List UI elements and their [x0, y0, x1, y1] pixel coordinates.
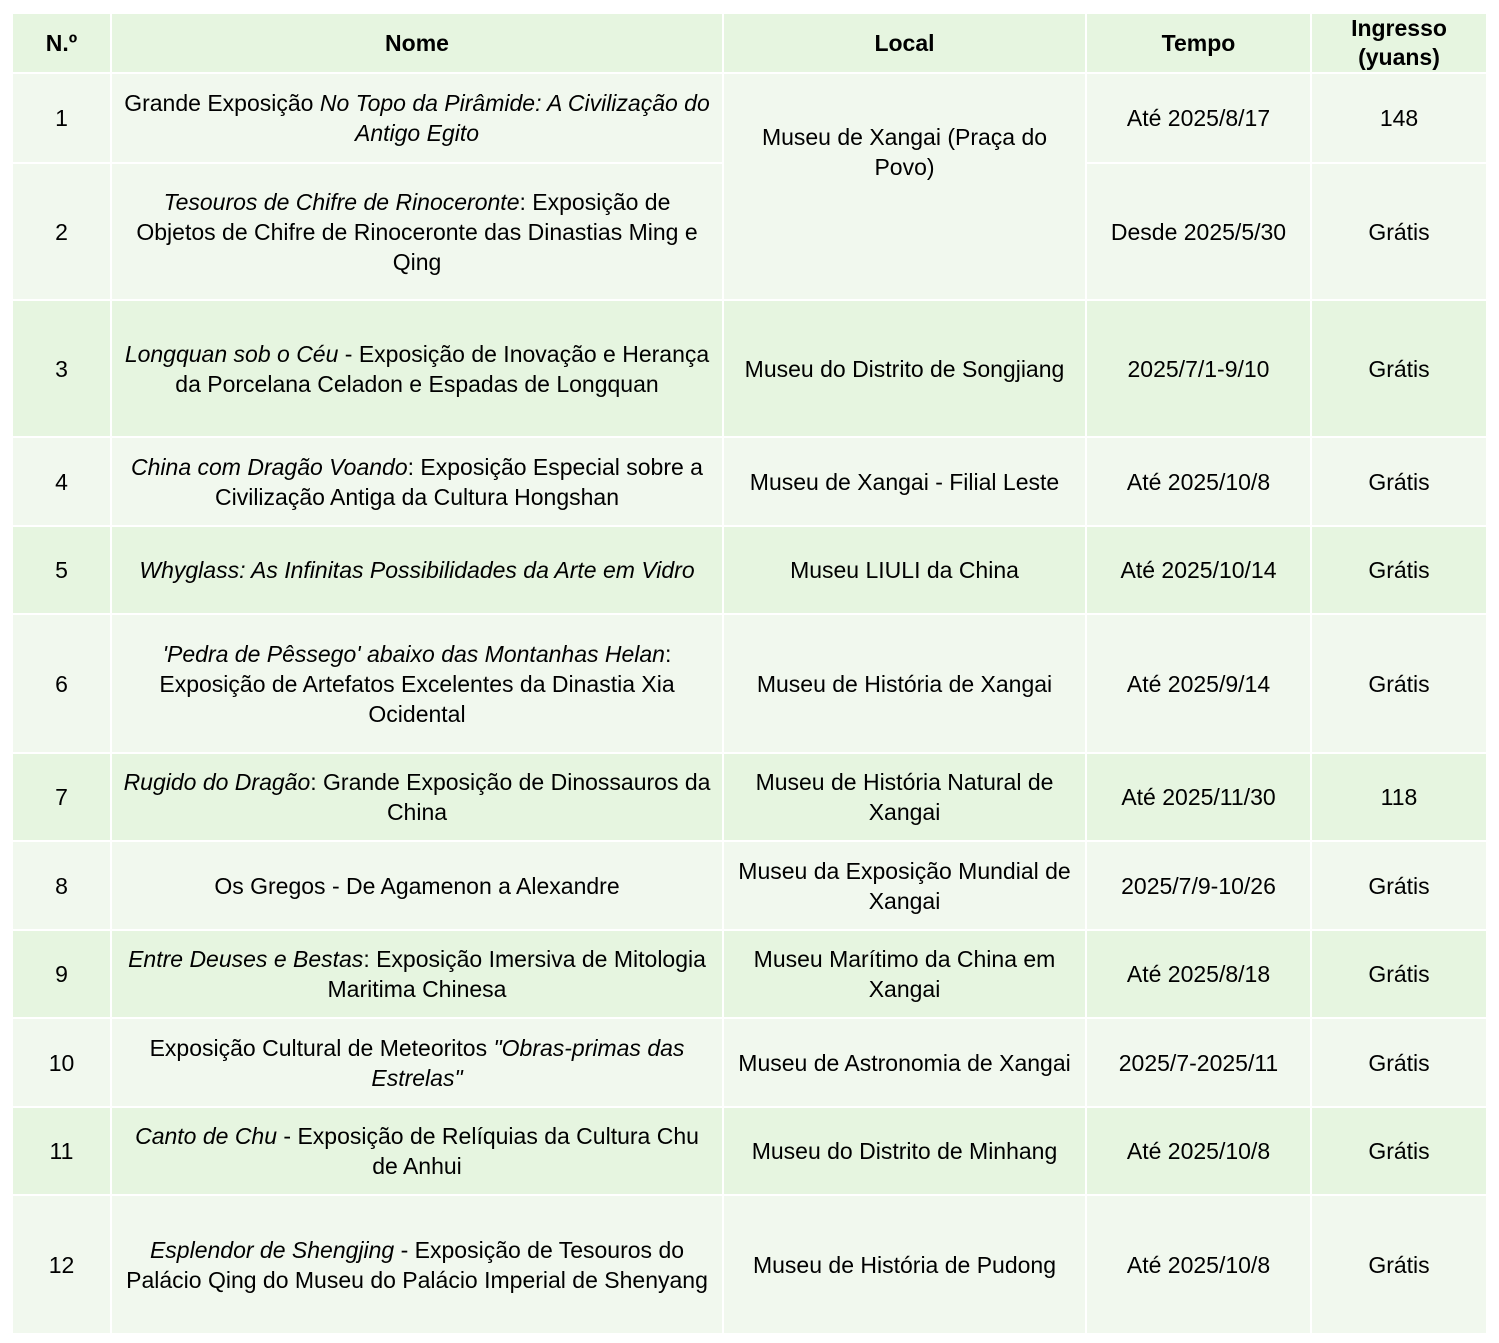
place-text: Museu de Xangai (Praça do Povo) — [761, 123, 1048, 180]
row-place: Museu do Distrito de Minhang — [723, 1107, 1086, 1195]
row-num: 8 — [12, 841, 111, 930]
row-num: 2 — [12, 163, 111, 300]
row-fee: 148 — [1311, 73, 1487, 163]
name-italic: Rugido do Dragão — [123, 769, 311, 795]
row-fee: Grátis — [1311, 1195, 1487, 1334]
table-row — [12, 841, 1487, 930]
row-num: 3 — [12, 300, 111, 437]
table-row — [12, 930, 1487, 1018]
name-italic: Tesouros de Chifre de Rinoceronte — [163, 188, 520, 215]
name-italic: Longquan sob o Céu — [124, 340, 339, 367]
row-name — [111, 163, 723, 300]
row-fee: 118 — [1311, 753, 1487, 841]
row-fee: Grátis — [1311, 300, 1487, 437]
header-time: Tempo — [1086, 13, 1311, 73]
row-num: 7 — [12, 753, 111, 841]
row-time: Desde 2025/5/30 — [1086, 163, 1311, 300]
name-plain: - Exposição de Inovação e Herança da Porcelana Celadon e Espadas de Longquan — [175, 340, 710, 397]
table-row — [12, 1018, 1487, 1107]
table-row — [12, 1195, 1487, 1334]
table-row — [12, 614, 1487, 753]
row-time: Até 2025/8/17 — [1086, 73, 1311, 163]
row-fee: Grátis — [1311, 526, 1487, 614]
row-name — [111, 1018, 723, 1107]
row-place: Museu de História de Pudong — [723, 1195, 1086, 1334]
row-fee: Grátis — [1311, 1018, 1487, 1107]
row-name — [111, 1107, 723, 1195]
table-row — [12, 300, 1487, 437]
row-place: Museu de História Natural de Xangai — [723, 753, 1086, 841]
row-fee: Grátis — [1311, 437, 1487, 526]
row-num: 1 — [12, 73, 111, 163]
row-fee: Grátis — [1311, 163, 1487, 300]
row-name — [111, 73, 723, 163]
row-name — [111, 1195, 723, 1334]
name-plain: - Exposição de Tesouros do Palácio Qing do Museu do Palácio Imperial de Shenyang — [126, 1236, 708, 1293]
row-place: Museu de História de Xangai — [723, 614, 1086, 753]
row-name — [111, 300, 723, 437]
row-time: Até 2025/8/18 — [1086, 930, 1311, 1018]
row-fee: Grátis — [1311, 841, 1487, 930]
row-name — [111, 753, 723, 841]
row-place: Museu do Distrito de Songjiang — [723, 300, 1086, 437]
row-fee: Grátis — [1311, 614, 1487, 753]
name-plain: Os Gregos - De Agamenon a Alexandre — [214, 872, 620, 899]
header-place: Local — [723, 13, 1086, 73]
exhibitions-table — [11, 12, 1488, 1335]
row-time: Até 2025/10/8 — [1086, 1107, 1311, 1195]
name-plain: : Exposição de Objetos de Chifre de Rinoceronte das Dinastias Ming e Qing — [136, 188, 698, 275]
name-plain: : Exposição Imersiva de Mitologia Maritima Chinesa — [327, 946, 706, 1002]
name-plain: : Grande Exposição de Dinossauros da China — [310, 769, 711, 825]
row-num: 9 — [12, 930, 111, 1018]
name-italic: 'Pedra de Pêssego' abaixo das Montanhas Helan — [162, 640, 665, 667]
header-num: N.º — [12, 13, 111, 73]
row-name — [111, 930, 723, 1018]
row-time: Até 2025/9/14 — [1086, 614, 1311, 753]
name-plain: : Exposição Especial sobre a Civilização Antiga da Cultura Hongshan — [214, 453, 703, 510]
row-fee: Grátis — [1311, 930, 1487, 1018]
table-row — [12, 1107, 1487, 1195]
row-place: Museu Marítimo da China em Xangai — [723, 930, 1086, 1018]
name-italic: Whyglass: As Infinitas Possibilidades da Arte em Vidro — [139, 557, 695, 583]
name-italic: Entre Deuses e Bestas — [128, 946, 364, 972]
row-name — [111, 614, 723, 753]
name-italic: No Topo da Pirâmide: A Civilização do Antigo Egito — [319, 90, 710, 146]
name-italic: "Obras-primas das Estrelas" — [371, 1034, 685, 1091]
header-name: Nome — [111, 13, 723, 73]
name-italic: Esplendor de Shengjing — [149, 1236, 395, 1263]
exhibitions-table-wrapper — [11, 12, 1488, 1335]
row-name — [111, 841, 723, 930]
row-name — [111, 437, 723, 526]
row-num: 10 — [12, 1018, 111, 1107]
name-italic: China com Dragão Voando — [131, 453, 408, 480]
row-num: 12 — [12, 1195, 111, 1334]
name-italic: Canto de Chu — [135, 1123, 278, 1149]
name-plain: : Exposição de Artefatos Excelentes da Dinastia Xia Ocidental — [159, 640, 675, 727]
row-place: Museu da Exposição Mundial de Xangai — [723, 841, 1086, 930]
row-place: Museu de Astronomia de Xangai — [723, 1018, 1086, 1107]
header-row — [12, 13, 1487, 73]
name-plain: - Exposição de Relíquias da Cultura Chu de Anhui — [277, 1123, 699, 1179]
row-time: Até 2025/10/14 — [1086, 526, 1311, 614]
row-name — [111, 526, 723, 614]
header-fee: Ingresso (yuans) — [1311, 13, 1487, 73]
row-time: 2025/7/9-10/26 — [1086, 841, 1311, 930]
table-row — [12, 526, 1487, 614]
row-time: 2025/7/1-9/10 — [1086, 300, 1311, 437]
row-num: 11 — [12, 1107, 111, 1195]
row-time: Até 2025/10/8 — [1086, 437, 1311, 526]
row-place — [723, 73, 1086, 300]
row-fee: Grátis — [1311, 1107, 1487, 1195]
row-num: 5 — [12, 526, 111, 614]
table-row — [12, 73, 1487, 163]
row-num: 6 — [12, 614, 111, 753]
row-time: 2025/7-2025/11 — [1086, 1018, 1311, 1107]
row-time: Até 2025/11/30 — [1086, 753, 1311, 841]
row-time: Até 2025/10/8 — [1086, 1195, 1311, 1334]
table-row — [12, 753, 1487, 841]
row-place: Museu LIULI da China — [723, 526, 1086, 614]
row-place: Museu de Xangai - Filial Leste — [723, 437, 1086, 526]
name-plain: Grande Exposição — [124, 90, 320, 116]
row-num: 4 — [12, 437, 111, 526]
table-row — [12, 437, 1487, 526]
name-plain: Exposição Cultural de Meteoritos — [149, 1034, 494, 1061]
